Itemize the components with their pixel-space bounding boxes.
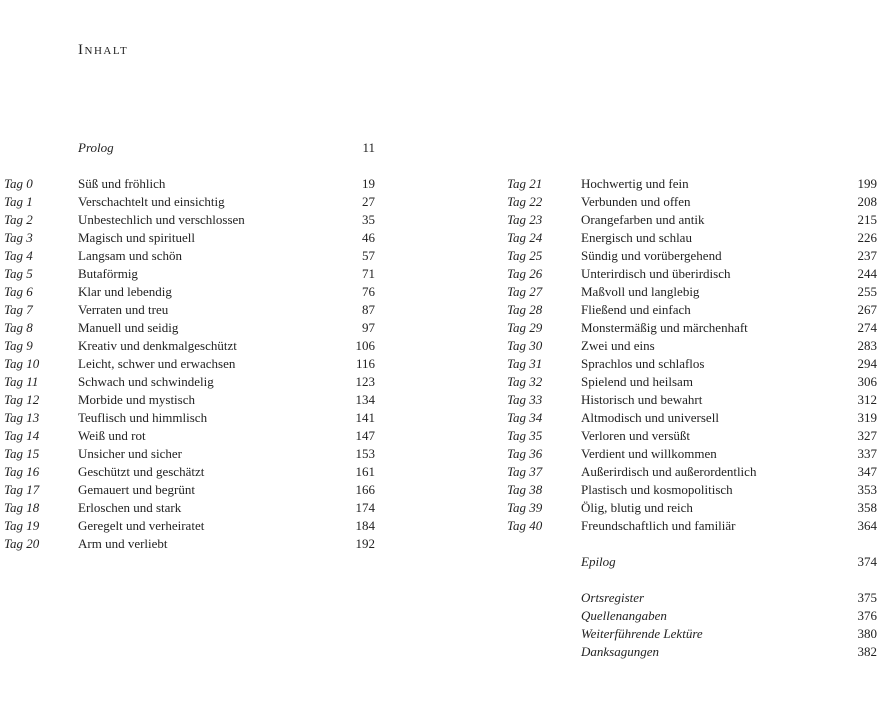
toc-entry-title: Arm und verliebt (78, 536, 168, 551)
toc-entry[interactable] (507, 175, 877, 193)
toc-entry-day: Tag 5 (4, 266, 33, 281)
toc-entry[interactable] (4, 373, 375, 391)
toc-entry[interactable] (507, 193, 877, 211)
toc-entry[interactable] (507, 265, 877, 283)
toc-entry-title: Plastisch und kosmopolitisch (581, 482, 733, 497)
toc-entry-title: Geregelt und verheiratet (78, 518, 205, 533)
toc-entry-day: Tag 21 (507, 176, 543, 191)
toc-entry-title: Ortsregister (581, 590, 645, 605)
toc-entry[interactable] (507, 463, 877, 481)
toc-entry-page: 161 (355, 464, 375, 479)
toc-entry-title: Butaförmig (78, 266, 138, 281)
toc-entry-title: Unbestechlich und verschlossen (78, 212, 245, 227)
toc-entry-page: 57 (362, 248, 375, 263)
toc-entry-page: 312 (857, 392, 877, 407)
toc-entry-day: Tag 27 (507, 284, 543, 299)
toc-left-column (4, 175, 375, 553)
toc-entry-day: Tag 29 (507, 320, 543, 335)
toc-entry-page: 184 (355, 518, 375, 533)
toc-entry-title: Orangefarben und antik (581, 212, 705, 227)
toc-entry-title: Spielend und heilsam (581, 374, 693, 389)
prolog-page: 11 (362, 140, 375, 155)
toc-entry[interactable] (507, 427, 877, 445)
toc-entry-day: Tag 37 (507, 464, 543, 479)
toc-entry-page: 27 (362, 194, 375, 209)
toc-entry-day: Tag 33 (507, 392, 543, 407)
toc-entry-page: 274 (857, 320, 877, 335)
toc-entry[interactable] (4, 517, 375, 535)
toc-entry-page: 358 (857, 500, 877, 515)
toc-entry-page: 226 (857, 230, 877, 245)
toc-right-column (507, 175, 877, 535)
toc-entry-page: 166 (355, 482, 375, 497)
toc-entry[interactable] (4, 301, 375, 319)
epilog-page: 374 (857, 554, 877, 569)
toc-entry-day: Tag 25 (507, 248, 543, 263)
toc-entry-page: 364 (857, 518, 877, 533)
toc-entry-page: 255 (857, 284, 877, 299)
toc-entry[interactable] (4, 463, 375, 481)
toc-entry-title: Unsicher und sicher (78, 446, 182, 461)
toc-entry-page: 35 (362, 212, 375, 227)
toc-entry-day: Tag 6 (4, 284, 33, 299)
toc-entry-title: Freundschaftlich und familiär (581, 518, 736, 533)
toc-entry-day: Tag 30 (507, 338, 543, 353)
toc-entry-page: 147 (355, 428, 375, 443)
toc-entry[interactable] (4, 319, 375, 337)
toc-entry-page: 376 (857, 608, 877, 623)
toc-entry[interactable] (4, 175, 375, 193)
toc-entry-day: Tag 26 (507, 266, 543, 281)
toc-entry[interactable] (4, 445, 375, 463)
toc-entry-day: Tag 36 (507, 446, 543, 461)
prolog-title: Prolog (78, 140, 114, 155)
toc-entry-title: Verloren und versüßt (581, 428, 691, 443)
toc-entry[interactable] (4, 337, 375, 355)
toc-entry-page: 19 (362, 176, 375, 191)
toc-entry[interactable] (4, 229, 375, 247)
toc-entry-title: Langsam und schön (78, 248, 182, 263)
prolog-entry[interactable] (4, 139, 375, 157)
toc-entry[interactable] (507, 301, 877, 319)
toc-entry-title: Weiß und rot (78, 428, 146, 443)
toc-entry-day: Tag 31 (507, 356, 543, 371)
toc-entry-page: 123 (355, 374, 375, 389)
toc-entry-page: 382 (857, 644, 877, 659)
epilog-entry[interactable] (507, 553, 877, 571)
toc-entry-day: Tag 15 (4, 446, 40, 461)
toc-entry-day: Tag 23 (507, 212, 543, 227)
toc-entry-title: Manuell und seidig (78, 320, 179, 335)
toc-entry-page: 267 (857, 302, 877, 317)
toc-entry-page: 283 (857, 338, 877, 353)
toc-entry[interactable] (4, 409, 375, 427)
toc-entry-page: 237 (857, 248, 877, 263)
toc-entry-title: Unterirdisch und überirdisch (581, 266, 731, 281)
toc-entry[interactable] (4, 265, 375, 283)
toc-entry[interactable] (4, 211, 375, 229)
toc-entry-title: Süß und fröhlich (78, 176, 166, 191)
toc-entry-day: Tag 7 (4, 302, 33, 317)
toc-entry-title: Klar und lebendig (78, 284, 172, 299)
toc-entry-page: 208 (857, 194, 877, 209)
toc-entry-day: Tag 2 (4, 212, 33, 227)
toc-entry-page: 375 (857, 590, 877, 605)
toc-entry-title: Danksagungen (581, 644, 659, 659)
page-title: Inhalt (78, 42, 129, 58)
toc-entry[interactable] (507, 337, 877, 355)
toc-entry[interactable] (507, 517, 877, 535)
toc-entry-title: Verschachtelt und einsichtig (78, 194, 225, 209)
toc-entry-page: 244 (857, 266, 877, 281)
toc-entry-title: Historisch und bewahrt (581, 392, 703, 407)
toc-entry-day: Tag 20 (4, 536, 40, 551)
toc-entry-page: 116 (355, 356, 375, 371)
toc-entry-page: 76 (362, 284, 375, 299)
toc-entry-page: 337 (857, 446, 877, 461)
toc-entry-title: Schwach und schwindelig (78, 374, 214, 389)
toc-entry[interactable] (507, 643, 877, 661)
toc-entry-title: Sprachlos und schlaflos (581, 356, 705, 371)
toc-entry-title: Teuflisch und himmlisch (78, 410, 208, 425)
toc-entry-page: 71 (362, 266, 375, 281)
toc-entry[interactable] (4, 391, 375, 409)
toc-entry-page: 353 (857, 482, 877, 497)
toc-entry-title: Zwei und eins (581, 338, 655, 353)
toc-entry[interactable] (4, 247, 375, 265)
toc-entry-page: 192 (355, 536, 375, 551)
toc-entry-day: Tag 35 (507, 428, 543, 443)
toc-entry-title: Morbide und mystisch (78, 392, 195, 407)
toc-entry-title: Kreativ und denkmalgeschützt (78, 338, 237, 353)
toc-entry-day: Tag 11 (4, 374, 39, 389)
toc-entry-title: Magisch und spirituell (78, 230, 195, 245)
back-matter-list (507, 589, 877, 661)
toc-entry-page: 327 (857, 428, 877, 443)
epilog-title: Epilog (581, 554, 616, 569)
toc-entry[interactable] (4, 499, 375, 517)
toc-entry-day: Tag 32 (507, 374, 543, 389)
toc-entry-day: Tag 4 (4, 248, 33, 263)
toc-entry-title: Weiterführende Lektüre (581, 626, 703, 641)
toc-entry-page: 215 (857, 212, 877, 227)
toc-entry-day: Tag 24 (507, 230, 543, 245)
toc-entry-day: Tag 28 (507, 302, 543, 317)
toc-entry[interactable] (507, 445, 877, 463)
toc-entry-day: Tag 8 (4, 320, 33, 335)
toc-entry-day: Tag 40 (507, 518, 543, 533)
toc-entry-day: Tag 13 (4, 410, 40, 425)
toc-entry[interactable] (507, 229, 877, 247)
toc-entry[interactable] (507, 319, 877, 337)
toc-entry-page: 141 (355, 410, 375, 425)
toc-entry[interactable] (507, 283, 877, 301)
toc-entry[interactable] (507, 373, 877, 391)
toc-entry-title: Leicht, schwer und erwachsen (78, 356, 236, 371)
toc-entry-day: Tag 0 (4, 176, 33, 191)
toc-entry-day: Tag 39 (507, 500, 543, 515)
toc-entry-page: 134 (355, 392, 375, 407)
toc-entry-page: 153 (355, 446, 375, 461)
toc-entry-day: Tag 17 (4, 482, 40, 497)
toc-entry[interactable] (4, 427, 375, 445)
toc-entry-day: Tag 12 (4, 392, 40, 407)
toc-entry[interactable] (4, 355, 375, 373)
toc-entry[interactable] (507, 409, 877, 427)
toc-entry[interactable] (507, 355, 877, 373)
toc-entry-day: Tag 3 (4, 230, 33, 245)
toc-entry-page: 97 (362, 320, 375, 335)
toc-entry-day: Tag 1 (4, 194, 33, 209)
toc-entry-day: Tag 14 (4, 428, 40, 443)
toc-entry-page: 380 (857, 626, 877, 641)
toc-entry-title: Energisch und schlau (581, 230, 692, 245)
toc-entry[interactable] (507, 247, 877, 265)
toc-entry-title: Maßvoll und langlebig (581, 284, 700, 299)
toc-entry-day: Tag 18 (4, 500, 40, 515)
toc-entry-page: 294 (857, 356, 877, 371)
toc-entry-title: Quellenangaben (581, 608, 667, 623)
toc-entry-page: 306 (857, 374, 877, 389)
toc-entry-title: Fließend und einfach (581, 302, 691, 317)
toc-entry[interactable] (4, 535, 375, 553)
toc-entry-day: Tag 34 (507, 410, 543, 425)
toc-entry-day: Tag 38 (507, 482, 543, 497)
toc-entry[interactable] (507, 211, 877, 229)
toc-entry-title: Verdient und willkommen (581, 446, 717, 461)
toc-entry-title: Erloschen und stark (78, 500, 182, 515)
toc-entry[interactable] (507, 589, 877, 607)
toc-entry-title: Monstermäßig und märchenhaft (581, 320, 748, 335)
toc-entry-page: 87 (362, 302, 375, 317)
toc-entry-title: Hochwertig und fein (581, 176, 689, 191)
toc-entry-title: Verraten und treu (78, 302, 169, 317)
toc-entry-title: Außerirdisch und außerordentlich (581, 464, 757, 479)
toc-entry-title: Altmodisch und universell (581, 410, 719, 425)
toc-entry-page: 106 (355, 338, 375, 353)
toc-entry[interactable] (4, 481, 375, 499)
toc-entry[interactable] (507, 481, 877, 499)
toc-entry-day: Tag 10 (4, 356, 40, 371)
toc-entry-page: 199 (857, 176, 877, 191)
toc-entry-page: 347 (857, 464, 877, 479)
toc-entry-title: Sündig und vorübergehend (581, 248, 722, 263)
toc-entry-title: Gemauert und begrünt (78, 482, 195, 497)
toc-entry[interactable] (507, 499, 877, 517)
toc-entry-page: 174 (355, 500, 375, 515)
toc-entry-page: 319 (857, 410, 877, 425)
toc-entry[interactable] (4, 193, 375, 211)
toc-entry-day: Tag 9 (4, 338, 33, 353)
toc-entry[interactable] (4, 283, 375, 301)
toc-entry-title: Ölig, blutig und reich (581, 500, 693, 515)
toc-entry[interactable] (507, 607, 877, 625)
toc-entry[interactable] (507, 625, 877, 643)
toc-entry-day: Tag 19 (4, 518, 40, 533)
toc-entry-day: Tag 16 (4, 464, 40, 479)
toc-entry-title: Verbunden und offen (581, 194, 691, 209)
toc-entry-page: 46 (362, 230, 375, 245)
toc-entry[interactable] (507, 391, 877, 409)
toc-entry-day: Tag 22 (507, 194, 543, 209)
toc-entry-title: Geschützt und geschätzt (78, 464, 205, 479)
